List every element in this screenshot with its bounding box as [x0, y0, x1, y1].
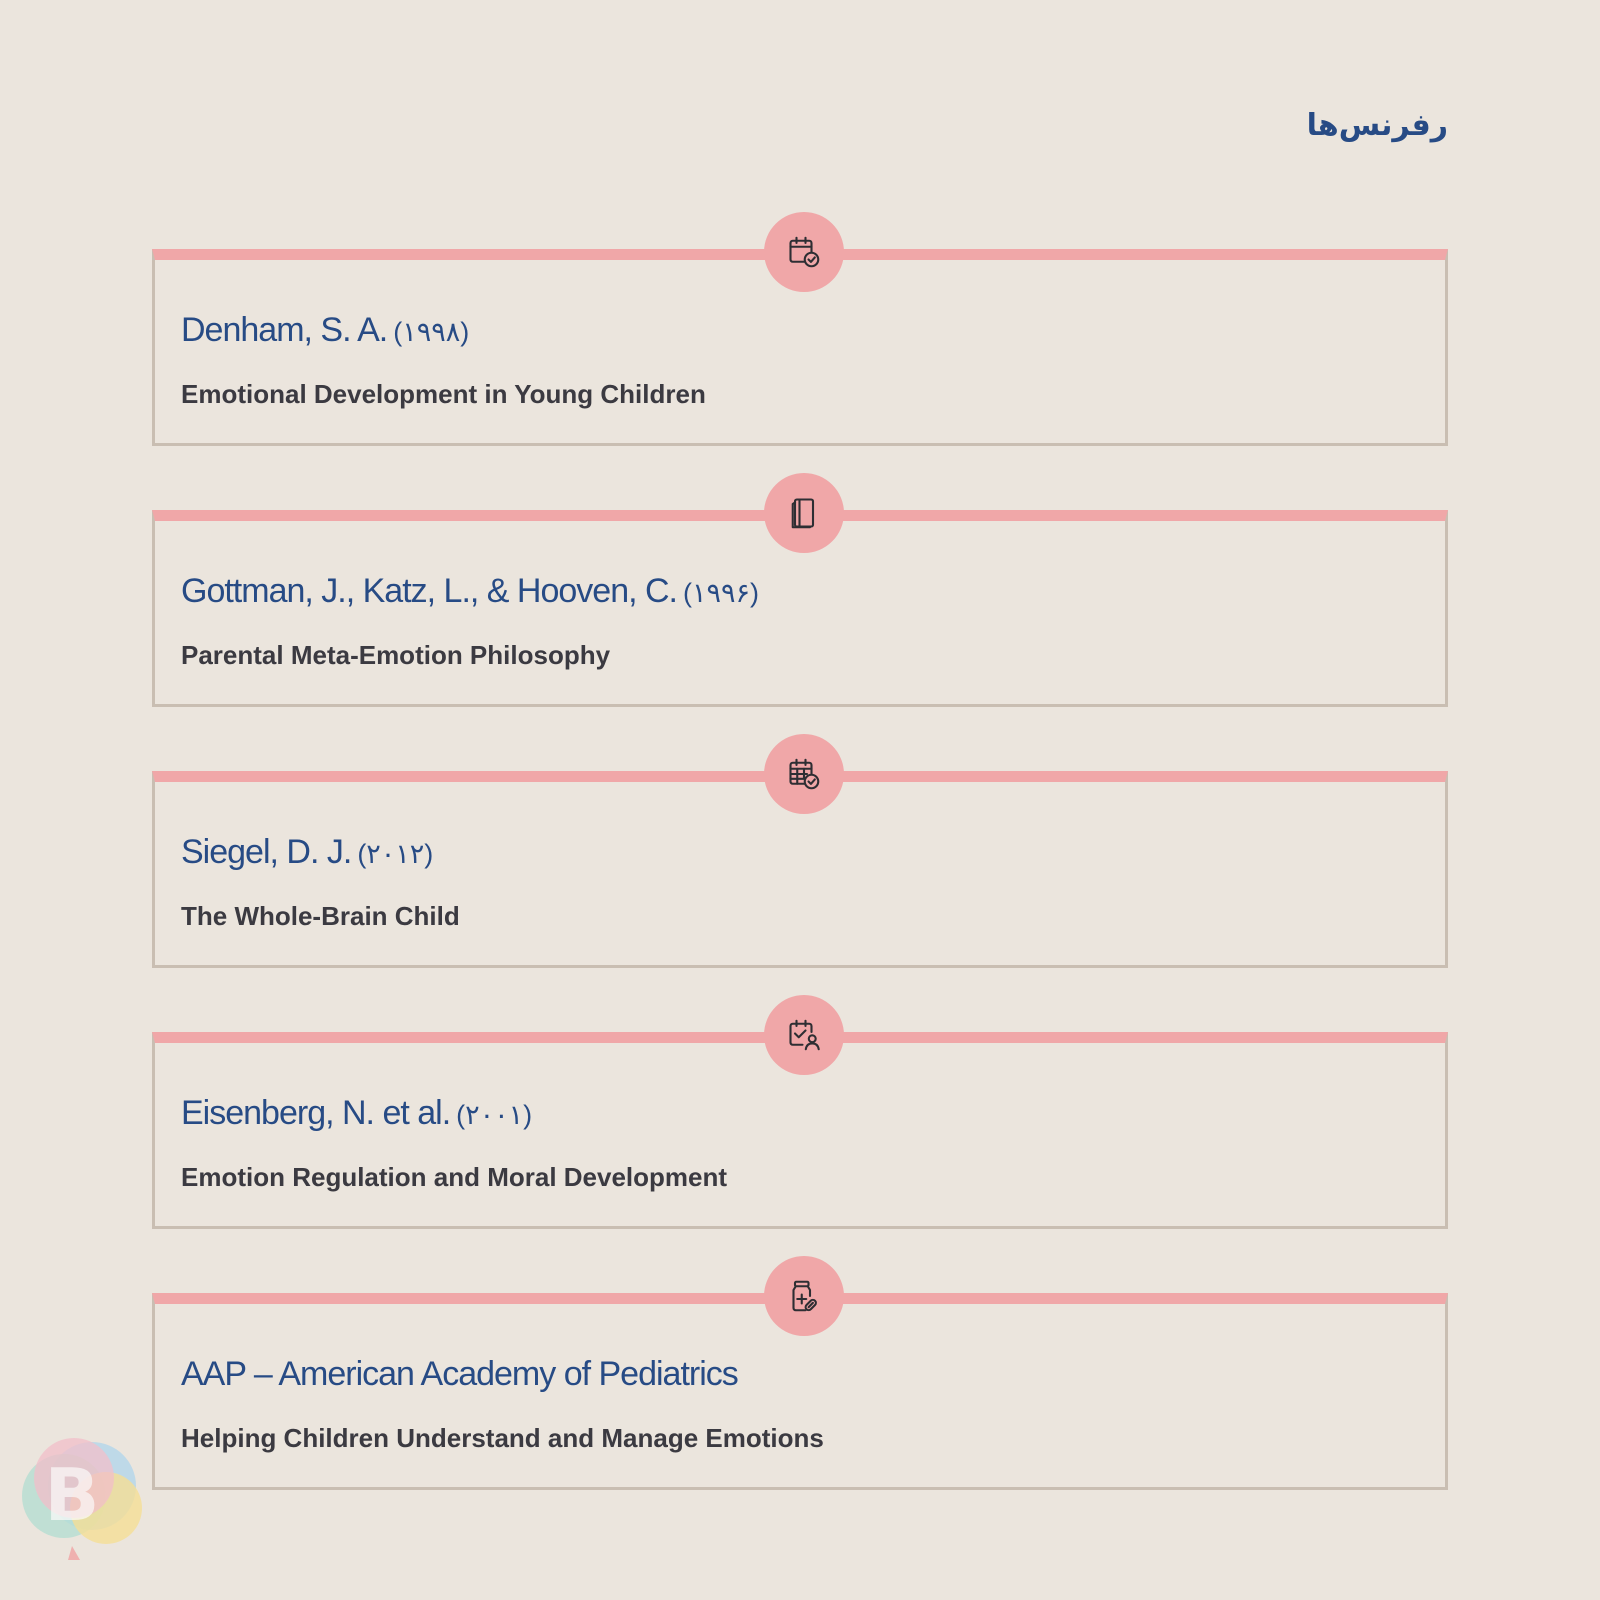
calendar-check-icon	[764, 212, 844, 292]
svg-text:B: B	[44, 1453, 100, 1537]
calendar-grid-check-icon	[764, 734, 844, 814]
reference-card-aap	[152, 1293, 1448, 1490]
calendar-user-icon	[764, 995, 844, 1075]
brand-logo	[14, 1428, 144, 1570]
reference-title: Emotion Regulation and Moral Development	[181, 1162, 728, 1192]
reference-author: Denham, S. A. (۱۹۹۸)	[181, 311, 470, 349]
reference-year: (۱۹۹۸)	[393, 317, 470, 347]
reference-year: (۲۰۱۲)	[357, 839, 434, 869]
reference-year: (۱۹۹۶)	[683, 578, 760, 608]
reference-author: Eisenberg, N. et al. (۲۰۰۱)	[181, 1094, 533, 1132]
book-icon	[764, 473, 844, 553]
reference-title: Helping Children Understand and Manage Emotions	[181, 1423, 824, 1453]
reference-card-siegel	[152, 771, 1448, 968]
reference-author: AAP – American Academy of Pediatrics	[181, 1355, 738, 1393]
page-title: رفرنس‌ها	[1306, 108, 1448, 143]
reference-title: Emotional Development in Young Children	[181, 379, 706, 409]
reference-year: (۲۰۰۱)	[456, 1100, 533, 1130]
reference-author: Siegel, D. J. (۲۰۱۲)	[181, 833, 434, 871]
reference-author: Gottman, J., Katz, L., & Hooven, C. (۱۹۹۶)	[181, 572, 760, 610]
reference-card-eisenberg	[152, 1032, 1448, 1229]
reference-title: Parental Meta-Emotion Philosophy	[181, 640, 611, 670]
medicine-jar-icon	[764, 1256, 844, 1336]
reference-card-denham	[152, 249, 1448, 446]
reference-title: The Whole-Brain Child	[181, 901, 460, 931]
reference-card-gottman	[152, 510, 1448, 707]
